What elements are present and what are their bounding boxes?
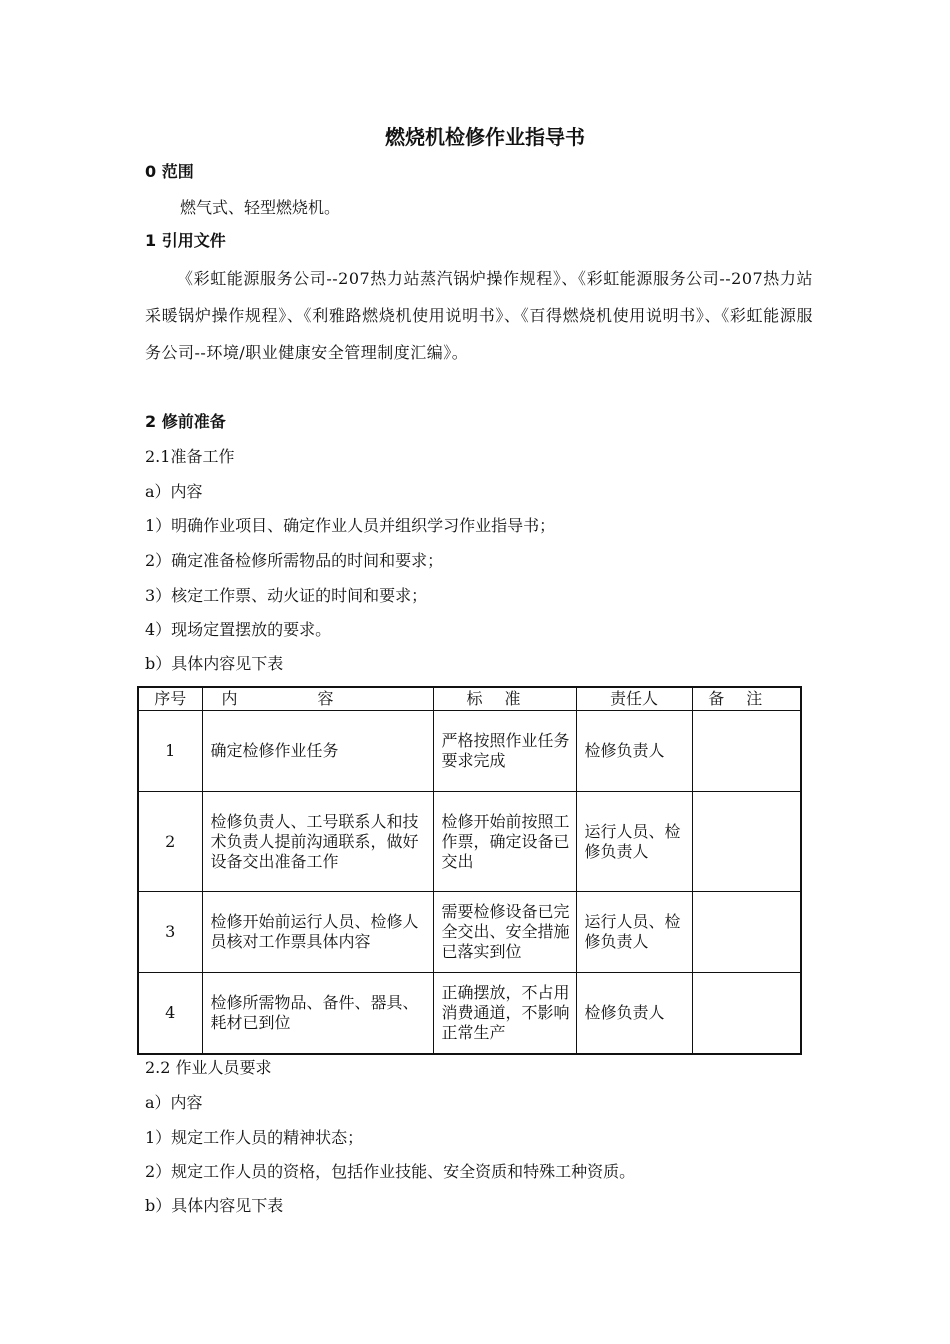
header-owner: 责任人 xyxy=(576,687,692,711)
row-standard: 严格按照作业任务要求完成 xyxy=(433,711,576,792)
table-header-row xyxy=(138,687,801,711)
row-note xyxy=(692,973,801,1054)
row-number: 2 xyxy=(138,792,202,892)
header-content: 内容 xyxy=(202,687,433,711)
row-owner: 运行人员、检修负责人 xyxy=(576,892,692,973)
document-title: 燃烧机检修作业指导书 xyxy=(385,125,585,149)
row-standard: 需要检修设备已完全交出、安全措施已落实到位 xyxy=(433,892,576,973)
section-0-heading: 0 范围 xyxy=(145,162,194,181)
table-row xyxy=(138,792,801,892)
header-standard: 标准 xyxy=(433,687,576,711)
list-item: 3）核定工作票、动火证的时间和要求； xyxy=(145,586,428,605)
row-content: 检修开始前运行人员、检修人员核对工作票具体内容 xyxy=(202,892,433,973)
row-number: 1 xyxy=(138,711,202,792)
row-content: 检修所需物品、备件、器具、耗材已到位 xyxy=(202,973,433,1054)
list-item: 4）现场定置摆放的要求。 xyxy=(145,620,332,639)
section-1-heading: 1 引用文件 xyxy=(145,231,226,250)
row-note xyxy=(692,892,801,973)
section-2-1-b: b）具体内容见下表 xyxy=(145,654,284,673)
list-item: 1）规定工作人员的精神状态； xyxy=(145,1128,364,1147)
header-note: 备注 xyxy=(692,687,801,711)
list-item: 2）规定工作人员的资格，包括作业技能、安全资质和特殊工种资质。 xyxy=(145,1162,636,1181)
row-note xyxy=(692,792,801,892)
row-content: 确定检修作业任务 xyxy=(202,711,433,792)
header-number: 序号 xyxy=(138,687,202,711)
row-standard: 检修开始前按照工作票，确定设备已交出 xyxy=(433,792,576,892)
row-note xyxy=(692,711,801,792)
section-2-heading: 2 修前准备 xyxy=(145,412,226,431)
section-2-2-b: b）具体内容见下表 xyxy=(145,1196,284,1215)
section-2-1-a: a）内容 xyxy=(145,482,203,501)
table-row xyxy=(138,973,801,1054)
row-owner: 运行人员、检修负责人 xyxy=(576,792,692,892)
row-number: 4 xyxy=(138,973,202,1054)
row-content: 检修负责人、工号联系人和技术负责人提前沟通联系，做好设备交出准备工作 xyxy=(202,792,433,892)
section-2-2-a: a）内容 xyxy=(145,1093,203,1112)
row-number: 3 xyxy=(138,892,202,973)
row-owner: 检修负责人 xyxy=(576,973,692,1054)
preparation-table xyxy=(137,686,802,1055)
section-2-2-heading: 2.2 作业人员要求 xyxy=(145,1058,272,1077)
table-row xyxy=(138,892,801,973)
row-standard: 正确摆放，不占用消费通道，不影响正常生产 xyxy=(433,973,576,1054)
section-2-1-heading: 2.1准备工作 xyxy=(145,447,235,466)
row-owner: 检修负责人 xyxy=(576,711,692,792)
list-item: 2）确定准备检修所需物品的时间和要求； xyxy=(145,551,444,570)
list-item: 1）明确作业项目、确定作业人员并组织学习作业指导书； xyxy=(145,516,556,535)
section-1-paragraph: 《彩虹能源服务公司--207热力站蒸汽锅炉操作规程》、《彩虹能源服务公司--207热力站采暖锅炉操作规程》、《利雅路燃烧机使用说明书》、《百得燃烧机使用说明书》、《彩虹能源服务公司--环境/职业健康安全管理制度汇编》。 xyxy=(145,269,813,362)
table-row xyxy=(138,711,801,792)
section-0-text: 燃气式、轻型燃烧机。 xyxy=(180,198,341,217)
